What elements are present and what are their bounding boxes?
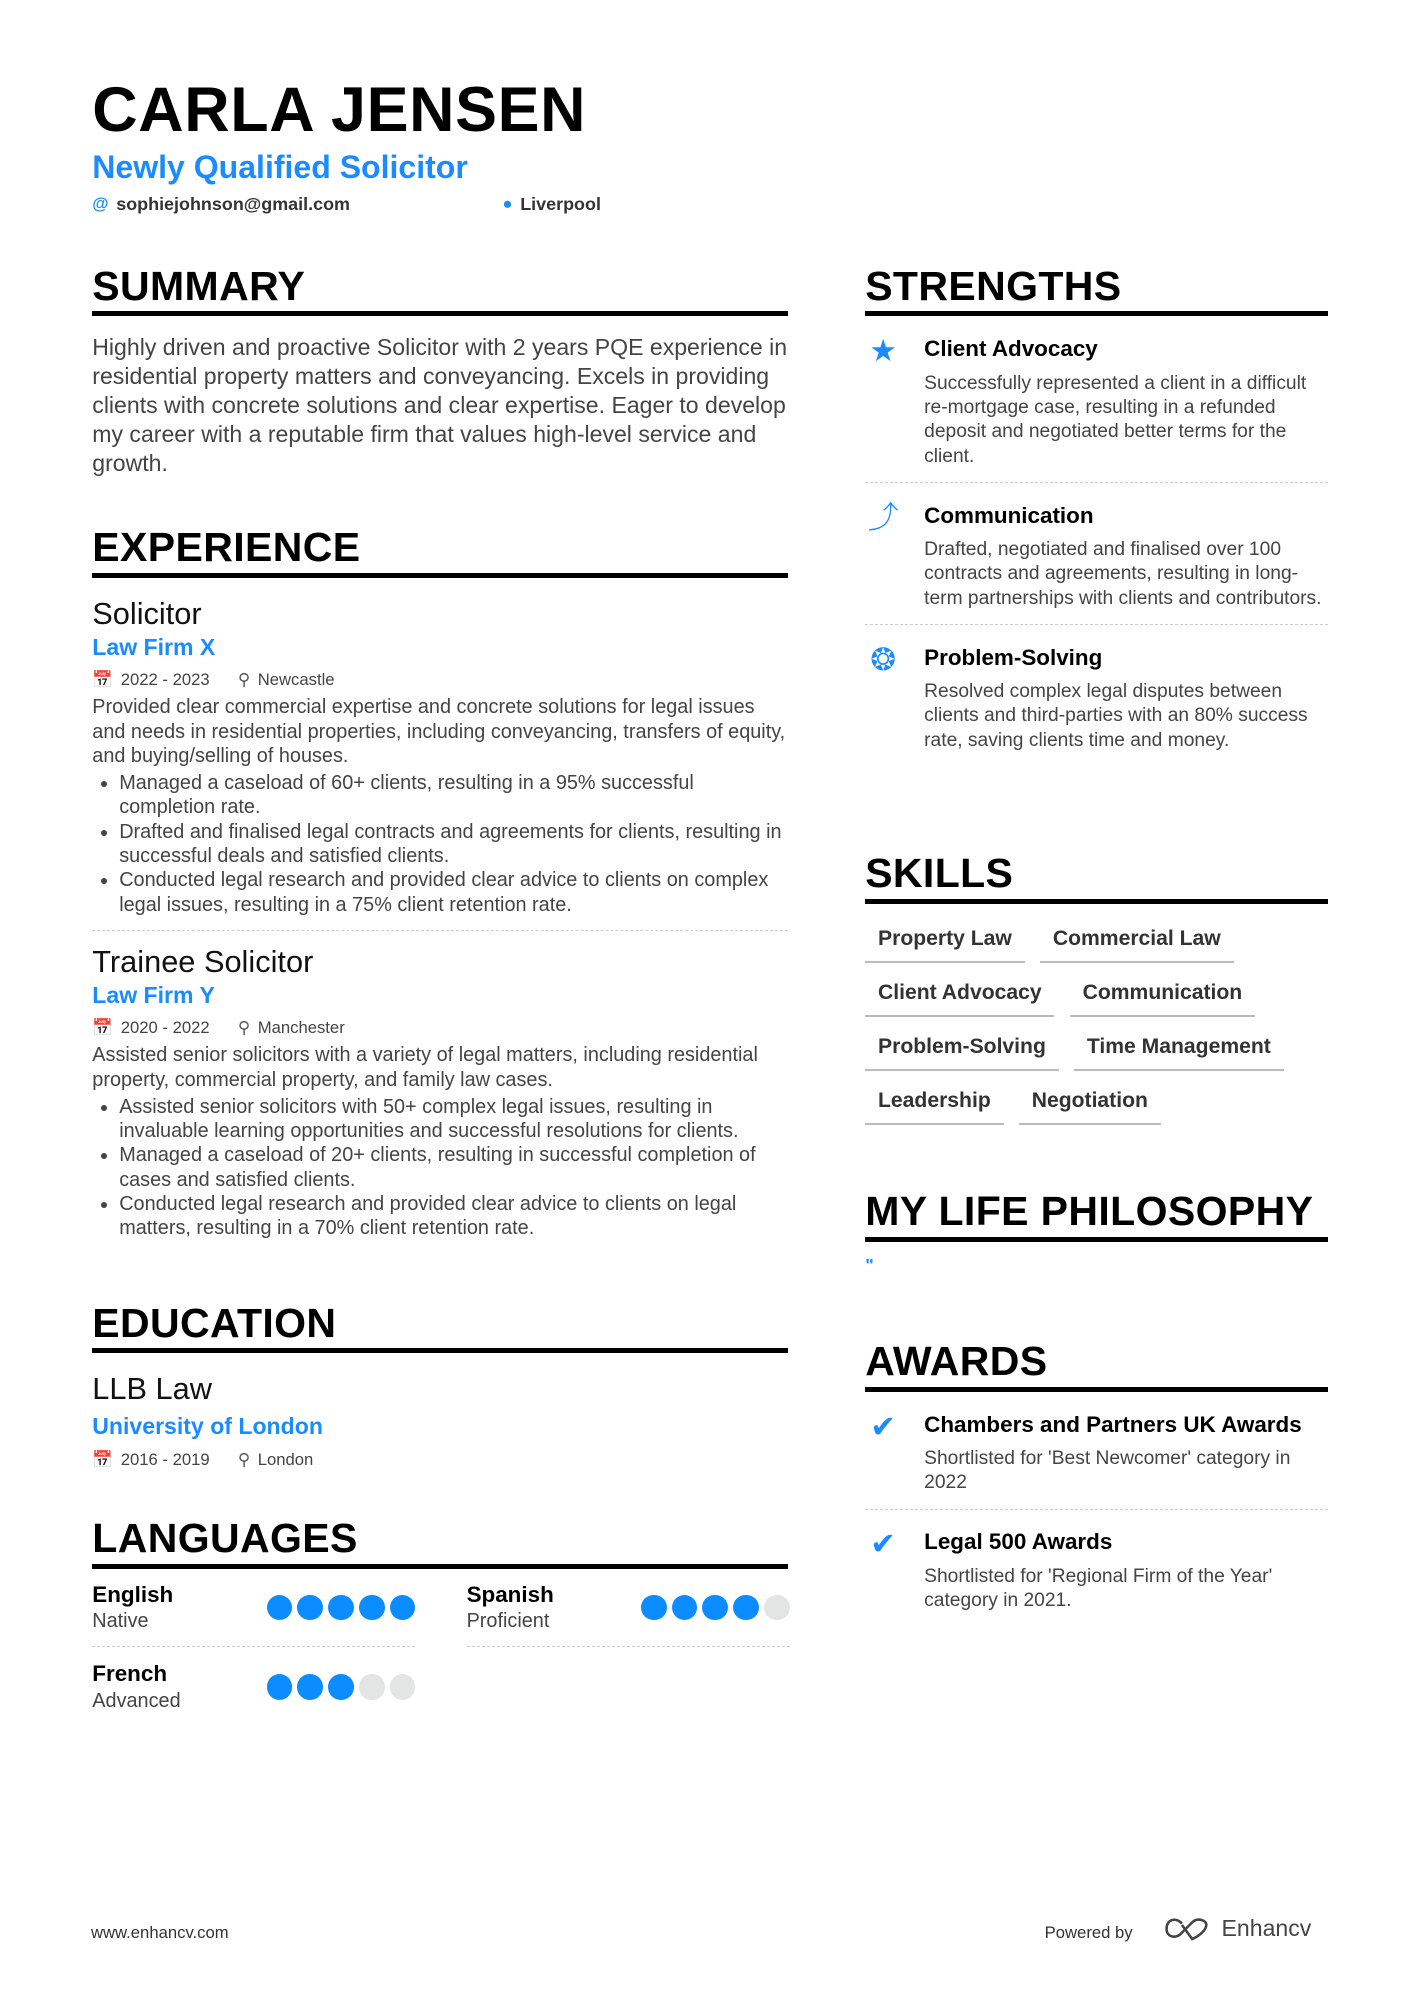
section-heading: EXPERIENCE <box>92 524 788 578</box>
experience-section <box>92 524 788 1240</box>
award-text: Shortlisted for 'Regional Firm of the Year' category in 2021. <box>924 1565 1273 1611</box>
brand-name: Enhancv <box>1221 1915 1312 1941</box>
strategy-icon: ⤴ <box>867 499 899 535</box>
email-contact[interactable] <box>92 194 350 215</box>
philosophy-section <box>865 1188 1328 1276</box>
experience-item <box>92 596 788 917</box>
language-level: Advanced <box>92 1689 181 1712</box>
location-text: Liverpool <box>520 193 601 214</box>
job-description: Provided clear commercial expertise and concrete solutions for legal issues and needs in residential properties, including conveyancing, transfers of equity, and buying/selling of houses. <box>92 696 786 768</box>
rating-dot-filled <box>359 1595 385 1621</box>
calendar-icon: 📅 <box>92 1449 114 1469</box>
school-name: University of London <box>92 1413 323 1440</box>
strength-title: Problem-Solving <box>924 644 1103 670</box>
language-item <box>92 1582 415 1647</box>
footer-site-link[interactable]: www.enhancv.com <box>91 1922 229 1942</box>
section-heading: SKILLS <box>865 850 1328 904</box>
bullet: • Managed a caseload of 20+ clients, resulting in successful completion of cases and satisfied clients. <box>119 1143 788 1192</box>
rating-dot-filled <box>702 1595 728 1621</box>
divider <box>92 930 788 931</box>
job-description: Assisted senior solicitors with a variety of legal matters, including residential property, commercial property, and family law cases. <box>92 1044 758 1091</box>
education-dates: 📅 2016 - 2019 <box>92 1449 210 1469</box>
language-item <box>92 1661 415 1713</box>
rating-dot-filled <box>733 1595 759 1621</box>
skill-tag: Leadership <box>865 1084 1003 1125</box>
job-dates: 📅 2020 - 2022 <box>92 1018 210 1038</box>
location-pin-icon: ⚲ <box>237 1449 251 1469</box>
location-contact <box>502 194 600 215</box>
checkmark-icon: ✔ <box>870 1526 897 1562</box>
bullet: • Drafted and finalised legal contracts and agreements for clients, resulting in successful deals and satisfied clients. <box>119 820 788 869</box>
language-rating <box>267 1674 416 1700</box>
bullet: • Managed a caseload of 60+ clients, resulting in a 95% successful completion rate. <box>119 771 788 820</box>
section-heading: AWARDS <box>865 1338 1328 1392</box>
award-item <box>865 1510 1328 1627</box>
language-level: Proficient <box>466 1610 550 1633</box>
rating-dot-filled <box>297 1595 323 1621</box>
skill-tag: Commercial Law <box>1040 921 1234 962</box>
strength-item <box>865 483 1328 624</box>
bullet: • Assisted senior solicitors with 50+ complex legal issues, resulting in invaluable learning opportunities and successful resolutions for clients. <box>119 1095 788 1144</box>
location-pin-icon: ⚲ <box>237 1018 251 1038</box>
candidate-title: Newly Qualified Solicitor <box>92 148 468 185</box>
calendar-icon: 📅 <box>92 670 114 690</box>
job-dates: 📅 2022 - 2023 <box>92 670 210 690</box>
strength-title: Communication <box>924 502 1094 528</box>
language-rating <box>267 1595 416 1621</box>
rating-dot-filled <box>328 1674 354 1700</box>
skill-tag: Problem-Solving <box>865 1030 1058 1071</box>
skill-tag: Property Law <box>865 921 1024 962</box>
rating-dot-empty <box>390 1674 416 1700</box>
strength-item <box>865 625 1328 766</box>
rating-dot-empty <box>359 1674 385 1700</box>
award-title: Legal 500 Awards <box>924 1529 1113 1555</box>
job-bullets <box>92 771 788 917</box>
skill-tag: Negotiation <box>1019 1084 1161 1125</box>
languages-section <box>92 1515 788 1733</box>
email-text: sophiejohnson@gmail.com <box>116 193 350 214</box>
section-heading: MY LIFE PHILOSOPHY <box>865 1188 1328 1242</box>
enhancv-logo[interactable] <box>1164 1915 1311 1942</box>
section-heading: LANGUAGES <box>92 1515 788 1569</box>
calendar-icon: 📅 <box>92 1018 114 1038</box>
powered-by-label: Powered by <box>1044 1922 1133 1942</box>
awards-section <box>865 1338 1328 1626</box>
rating-dot-empty <box>764 1595 790 1621</box>
degree: LLB Law <box>92 1371 212 1407</box>
strength-text: Resolved complex legal disputes between clients and third-parties with an 80% success rate, saving clients time and money. <box>924 680 1308 751</box>
language-name: Spanish <box>466 1581 554 1607</box>
rating-dot-filled <box>328 1595 354 1621</box>
job-role: Trainee Solicitor <box>92 943 314 979</box>
job-location: ⚲ Newcastle <box>237 670 335 690</box>
bullet: • Conducted legal research and provided clear advice to clients on legal matters, resulting in a 70% client retention rate. <box>119 1192 788 1241</box>
checkmark-icon: ✔ <box>870 1408 897 1444</box>
job-bullets <box>92 1095 788 1241</box>
language-level: Native <box>92 1610 149 1633</box>
language-item <box>467 1582 790 1647</box>
rating-dot-filled <box>390 1595 416 1621</box>
skill-tag: Time Management <box>1074 1030 1284 1071</box>
at-icon: @ <box>92 194 109 214</box>
strength-text: Drafted, negotiated and finalised over 100 contracts and agreements, resulting in long-term partnerships with clients and contributors. <box>924 538 1322 609</box>
job-location: ⚲ Manchester <box>237 1018 345 1038</box>
rating-dot-filled <box>641 1595 667 1621</box>
skills-section <box>865 850 1328 1126</box>
section-heading: STRENGTHS <box>865 263 1328 317</box>
skill-tag: Client Advocacy <box>865 976 1054 1017</box>
section-heading: EDUCATION <box>92 1300 788 1354</box>
bullet: • Conducted legal research and provided clear advice to clients on complex legal issues, resulting in a 75% client retention rate. <box>119 868 788 917</box>
education-section <box>92 1300 788 1475</box>
section-heading: SUMMARY <box>92 263 788 317</box>
star-icon: ★ <box>869 333 897 369</box>
location-pin-icon: ⚲ <box>237 670 251 690</box>
strength-text: Successfully represented a client in a difficult re-mortgage case, resulting in a refunded deposit and negotiated better terms for the client. <box>924 372 1307 467</box>
award-text: Shortlisted for 'Best Newcomer' category in 2022 <box>924 1448 1291 1494</box>
quote-mark: " <box>865 1254 874 1275</box>
company-name: Law Firm X <box>92 633 216 660</box>
summary-text: Highly driven and proactive Solicitor with 2 years PQE experience in residential property matters and conveyancing. Excels in providing clients with concrete solutions and clear expertise. Eager to develop my career with a reputable firm that values high-level service and growth. <box>92 334 788 476</box>
experience-item <box>92 944 788 1241</box>
strengths-section <box>865 263 1328 766</box>
location-pin-icon: ● <box>502 194 513 214</box>
strength-title: Client Advocacy <box>924 336 1098 362</box>
education-location: ⚲ London <box>237 1449 314 1469</box>
summary-section <box>92 263 788 478</box>
rating-dot-filled <box>297 1674 323 1700</box>
award-item <box>865 1392 1328 1509</box>
job-role: Solicitor <box>92 595 202 631</box>
rating-dot-filled <box>267 1674 293 1700</box>
infinity-heart-icon <box>1164 1916 1211 1942</box>
company-name: Law Firm Y <box>92 981 215 1008</box>
skill-tag: Communication <box>1070 976 1255 1017</box>
award-ribbon-icon: ❂ <box>870 641 897 677</box>
language-name: French <box>92 1661 168 1687</box>
language-rating <box>641 1595 790 1621</box>
rating-dot-filled <box>672 1595 698 1621</box>
rating-dot-filled <box>267 1595 293 1621</box>
strength-item <box>865 316 1328 481</box>
award-title: Chambers and Partners UK Awards <box>924 1411 1302 1437</box>
language-name: English <box>92 1581 174 1607</box>
candidate-name: CARLA JENSEN <box>92 75 587 146</box>
